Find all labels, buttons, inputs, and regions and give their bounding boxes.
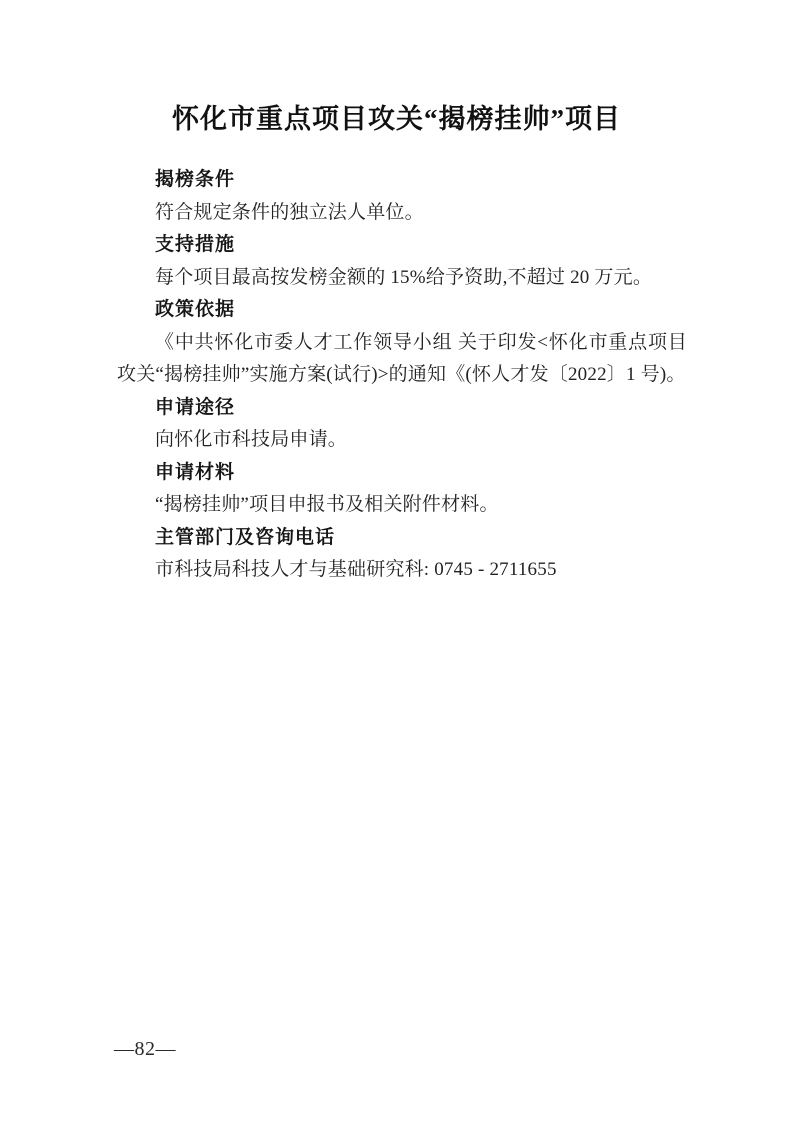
section-heading: 申请途径 — [155, 396, 236, 418]
section-heading: 揭榜条件 — [155, 169, 236, 190]
page-number: —82— — [114, 1038, 176, 1060]
section-paragraph: 向怀化市科技局申请。 — [155, 429, 348, 450]
section-paragraph: 每个项目最高按发榜金额的 15%给予资助,不超过 20 万元。 — [155, 266, 653, 288]
section-paragraph: 《中共怀化市委人才工作领导小组 关于印发<怀化市重点项目攻关“揭榜挂帅”实施方案(试行)>的通知《(怀人才发〔2022〕1 号)。 — [117, 331, 687, 385]
section-paragraph: “揭榜挂帅”项目申报书及相关附件材料。 — [155, 494, 499, 515]
document-sections — [117, 164, 687, 587]
section-heading: 申请材料 — [155, 461, 236, 483]
section-paragraph: 符合规定条件的独立法人单位。 — [155, 201, 424, 223]
section-heading: 政策依据 — [155, 299, 236, 320]
section-heading: 主管部门及咨询电话 — [155, 526, 336, 548]
document-title: 怀化市重点项目攻关“揭榜挂帅”项目 — [172, 104, 621, 134]
section-paragraph: 市科技局科技人才与基础研究科: 0745 - 2711655 — [155, 559, 557, 580]
section-heading: 支持措施 — [155, 234, 236, 255]
